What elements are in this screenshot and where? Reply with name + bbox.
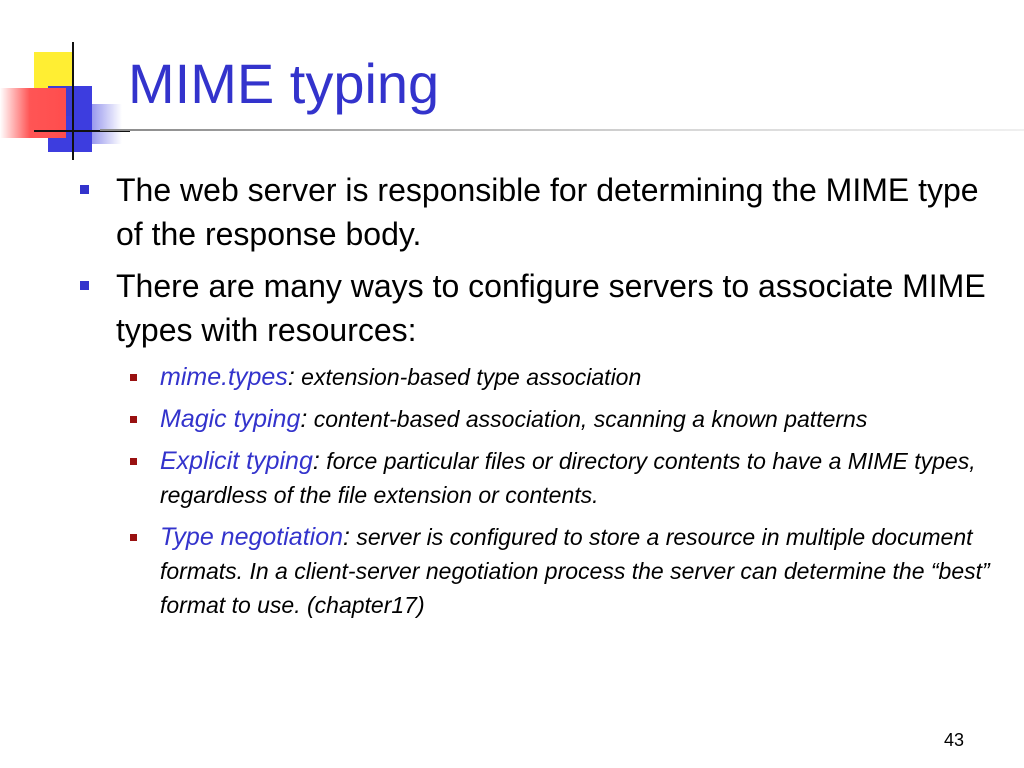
bullet-item	[76, 168, 1006, 256]
sub-bullet-term: Magic typing	[160, 405, 301, 433]
sub-bullet-item	[126, 520, 1006, 622]
vertical-line	[72, 42, 74, 160]
sub-bullet-colon: :	[300, 405, 308, 433]
decorative-logo-icon	[0, 0, 140, 170]
blue-fade	[92, 104, 122, 144]
sub-bullet-desc: extension-based type association	[294, 364, 642, 390]
sub-bullet-item	[126, 402, 1006, 436]
sub-bullet-desc: content-based association, scanning a known patterns	[307, 406, 868, 432]
sub-bullet-colon: :	[312, 447, 320, 475]
bullet-item	[76, 264, 1006, 352]
sub-bullet-colon: :	[287, 363, 295, 391]
sub-bullet-term: Explicit typing	[160, 447, 313, 475]
square-bullet-icon	[130, 374, 137, 381]
sub-bullet-desc: server is configured to store a resource in multiple document formats. In a client-server negotiation process the server can determine the “best” format to use. (chapter17)	[160, 524, 990, 618]
slide-body	[76, 168, 1006, 630]
title-underline	[100, 129, 1024, 131]
square-bullet-icon	[80, 185, 89, 194]
square-bullet-icon	[130, 534, 137, 541]
bullet-text: There are many ways to configure servers to associate MIME types with resources:	[116, 268, 986, 348]
sub-bullet-list	[126, 360, 1006, 622]
square-bullet-icon	[130, 458, 137, 465]
sub-bullet-term: Type negotiation	[160, 523, 343, 551]
sub-bullet-term: mime.types	[160, 363, 288, 391]
page-number: 43	[943, 730, 964, 750]
bullet-text: The web server is responsible for determining the MIME type of the response body.	[116, 172, 979, 252]
sub-bullet-colon: :	[343, 523, 350, 551]
sub-bullet-desc: force particular files or directory contents to have a MIME types, regardless of the file extension or contents.	[160, 448, 976, 508]
square-bullet-icon	[80, 281, 89, 290]
sub-bullet-item	[126, 360, 1006, 394]
square-bullet-icon	[130, 416, 137, 423]
slide-title: MIME typing	[128, 52, 440, 115]
sub-bullet-item	[126, 444, 1006, 512]
